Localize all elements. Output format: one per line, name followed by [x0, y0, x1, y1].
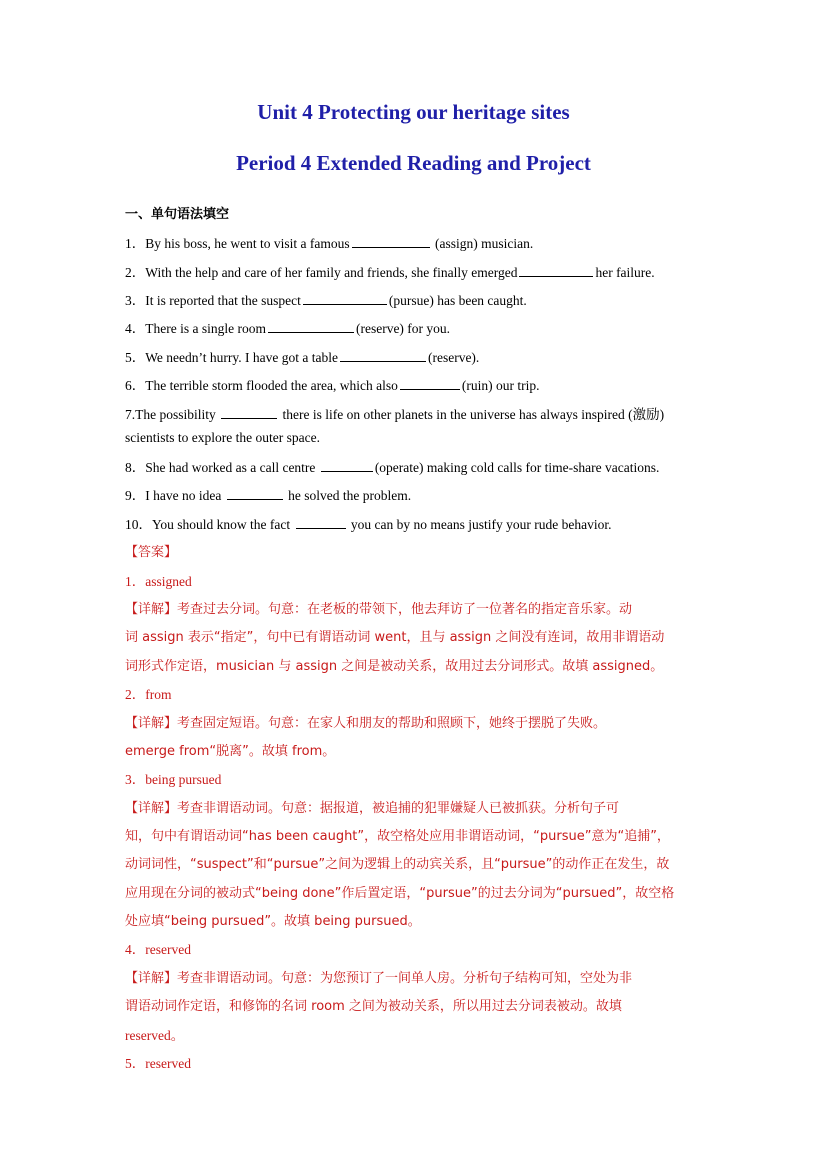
explanation-line: reserved。 [125, 1028, 185, 1043]
page-title: Unit 4 Protecting our heritage sites [257, 100, 570, 124]
answer-line: 2．from [125, 687, 172, 702]
question-5: 5．We needn’t hurry. I have got a table (reserve). [125, 350, 480, 365]
question-2: 2．With the help and care of her family and friends, she finally emerged her failure. [125, 265, 655, 280]
page-subtitle: Period 4 Extended Reading and Project [236, 151, 591, 175]
question-1: 1．By his boss, he went to visit a famous (assign) musician. [125, 236, 534, 251]
answer-blank [303, 292, 387, 305]
explanation-line: 动词词性，“suspect”和“pursue”之间为逻辑上的动宾关系，且“pursue”的动作正在发生，故 [125, 857, 670, 872]
question-9: 9．I have no idea he solved the problem. [125, 488, 412, 503]
explanation-line: 词 assign 表示“指定”，句中已有谓语动词 went，且与 assign 之间没有连词，故用非谓语动 [125, 630, 665, 645]
question-10: 10．You should know the fact you can by no means justify your rude behavior. [125, 517, 612, 532]
explanation-line: 【详解】考查非谓语动词。句意：据报道，被追捕的犯罪嫌疑人已被抓获。分析句子可 [125, 801, 620, 816]
question-7: 7.The possibility there is life on other planets in the universe has always inspired (激励) [125, 407, 665, 422]
answer-line: 1．assigned [125, 574, 192, 589]
answer-heading: 【答案】 [125, 545, 178, 560]
section-heading: 一、单句语法填空 [125, 207, 230, 222]
explanation-line: 词形式作定语，musician 与 assign 之间是被动关系，故用过去分词形式。故填 assigned。 [125, 659, 664, 674]
answer-line: 4．reserved [125, 942, 191, 957]
explanation-line: 【详解】考查非谓语动词。句意：为您预订了一间单人房。分析句子结构可知，空处为非 [125, 971, 633, 986]
answer-line: 5．reserved [125, 1056, 191, 1071]
answer-blank [400, 377, 460, 390]
question-7-continued: scientists to explore the outer space. [125, 430, 320, 445]
answer-blank [321, 459, 373, 472]
answer-blank [340, 349, 426, 362]
explanation-line: 【详解】考查固定短语。句意：在家人和朋友的帮助和照顾下，她终于摆脱了失败。 [125, 716, 607, 731]
question-8: 8．She had worked as a call centre (operate) making cold calls for time-share vacations. [125, 460, 660, 475]
explanation-line: 应用现在分词的被动式“being done”作后置定语，“pursue”的过去分词为“pursued”，故空格 [125, 886, 675, 901]
explanation-line: 知，句中有谓语动词“has been caught”，故空格处应用非谓语动词，“pursue”意为“追捕”， [125, 829, 670, 844]
answer-blank [227, 487, 283, 500]
question-4: 4．There is a single room (reserve) for you. [125, 321, 451, 336]
answer-blank [352, 235, 430, 248]
answer-blank [221, 406, 277, 419]
answer-blank [519, 264, 593, 277]
explanation-line: emerge from“脱离”。故填 from。 [125, 744, 336, 759]
question-3: 3．It is reported that the suspect (pursue) has been caught. [125, 293, 527, 308]
explanation-line: 谓语动词作定语，和修饰的名词 room 之间为被动关系，所以用过去分词表被动。故填 [125, 999, 622, 1014]
answer-blank [268, 320, 354, 333]
question-6: 6．The terrible storm flooded the area, which also (ruin) our trip. [125, 378, 540, 393]
explanation-line: 【详解】考查过去分词。句意：在老板的带领下，他去拜访了一位著名的指定音乐家。动 [125, 602, 633, 617]
explanation-line: 处应填“being pursued”。故填 being pursued。 [125, 914, 421, 929]
answer-blank [296, 516, 346, 529]
answer-line: 3．being pursued [125, 772, 222, 787]
